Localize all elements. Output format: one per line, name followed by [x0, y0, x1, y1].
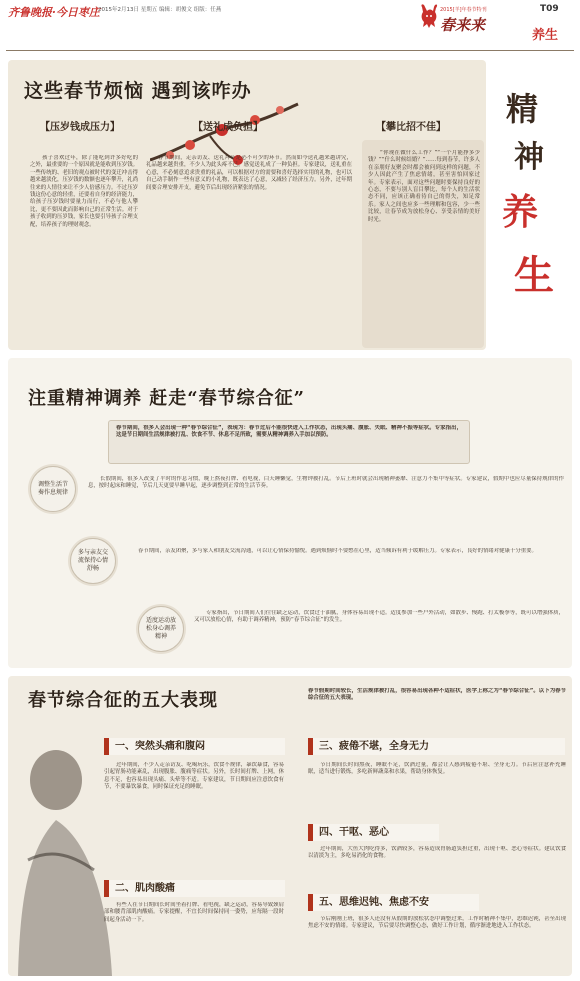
paper-name: 齐鲁晚报·今日枣庄	[8, 6, 100, 19]
col1-label: 【压岁钱成压力】	[40, 122, 120, 133]
col2-label: 【送礼成负担】	[193, 122, 263, 133]
tip2-circle-text: 多与亲友交流保持心情舒畅	[77, 549, 108, 572]
goat-logo-icon	[418, 3, 440, 29]
middle-intro-text: 春节期间，很多人会出现一种“春节综合征”，表现为：春节过后不能很快进入工作状态，出现头痛、腹胀、失眠、精神不振等症状。专家指出，这是节日期间生活规律被打乱、饮食不节、休息不足所致，需要从精神调养入手加以预防。	[116, 425, 462, 439]
top-headline: 这些春节烦恼 遇到该咋办	[24, 80, 252, 102]
symptom4-text: 过年期间，大鱼大肉吃得多，饮酒较多，容易造成胃肠道负担过重，出现干呕、恶心等症状。建议饮食以清淡为主，多吃易消化的食物。	[308, 846, 566, 860]
special-label: 2015[羊]年春节特刊	[440, 7, 487, 13]
special-title: 春来来	[440, 16, 486, 34]
symptom5-heading: 五、思维迟钝、焦虑不安	[308, 894, 479, 911]
symptom5-text: 节后刚刚上班，很多人还没有从假期的放松状态中调整过来，工作时精神不集中，思维迟钝，甚至出现焦虑不安的情绪。专家建议，节后要尽快调整心态，做好工作计划，循序渐进地进入工作状态。	[308, 916, 566, 930]
col1-text: 孩子喜欢过年，除了能吃到许多好吃的之外，最重要的一个原因就是能收到压岁钱。一些传统的、老旧的观点被时代的变迁冲击得越来越淡化，压岁钱的数额也逐年攀升，礼尚往来的人情往来让不少人倍感压力。不过压岁钱这份心意的轻重，还要看自身的经济能力，给孩子压岁钱时要量力而行，不必与他人攀比，更不要因此而影响自己的正常生活。对于孩子收到的压岁钱，家长也要引导孩子合理支配，培养孩子的理财观念。	[30, 155, 138, 228]
vertical-title-char-4: 生	[514, 252, 554, 299]
tip1-text: 长假期间，很多人改变了平时的作息习惯，晚上熬夜打牌、看电视，白天睡懒觉，生物钟被打乱。节后上班时就会出现精神萎靡、注意力不集中等症状。专家建议，假期中也应尽量保持规律的作息，按时起床和睡觉，节后几天更要早睡早起，逐步调整到正常的生活节奏。	[88, 476, 564, 490]
middle-headline: 注重精神调养 赶走“春节综合征”	[28, 388, 305, 409]
col3-label: 【攀比招不佳】	[376, 122, 446, 133]
vertical-title	[500, 84, 570, 324]
symptom4-heading: 四、干呕、恶心	[308, 824, 439, 841]
tip3-circle	[138, 606, 184, 652]
tip1-circle	[30, 466, 76, 512]
symptom1-text: 过年期间，不少人走亲访友、吃喝玩乐，饮食不规律，暴饮暴食，容易引起胃肠功能紊乱，出现腹胀、腹痛等症状。另外，长时间打牌、上网，休息不足，也容易出现头痛、头晕等不适。专家建议，节日期间应注意饮食有节，不要暴饮暴食，同时保证充足的睡眠。	[104, 762, 284, 791]
ink-portrait-illustration	[8, 700, 118, 976]
vertical-title-char-2: 神	[514, 140, 544, 175]
page-number: T09	[540, 4, 559, 14]
col3-text: “你现在做什么工作？”“一个月能挣多少钱？”“什么时候结婚？”……每到春节，许多人在亲朋好友聚会时都会被问到这样的问题，不少人因此产生了焦虑情绪，甚至害怕回家过年。专家表示，面对这些问题时要保持良好的心态，不要与别人盲目攀比，每个人的生活状态不同，应该正确看待自己的得失，知足常乐。家人之间也应多一些理解和包容，少一些比较，让春节成为放松身心、享受亲情的美好时光。	[368, 150, 480, 223]
symptom2-heading: 二、肌肉酸痛	[104, 880, 285, 897]
section-name: 养生	[532, 28, 559, 43]
bottom-intro-text: 春节假期时间较长，生活规律被打乱，很容易出现各种不适症状，医学上称之为“春节综合征”。以下为春节综合征的五大表现。	[308, 688, 566, 702]
date-line: 2015年2月13日 星期五 编辑：胡俊文 组版：任燕	[98, 7, 222, 13]
vertical-title-char-3: 养	[502, 191, 539, 233]
tip3-circle-text: 适度运动放松身心调养精神	[145, 617, 176, 640]
tip2-text: 春节期间，亲友团聚，多与家人和朋友交流沟通，可以让心情保持愉悦。遇到烦恼时不要憋在心里，适当倾诉有利于缓解压力。专家表示，良好的情绪对健康十分重要。	[138, 548, 537, 554]
symptom3-text: 节日期间长时间熬夜，睡眠不足，饮酒过量，都会让人感到疲倦不堪、全身无力。节后应注意补充睡眠，适当进行锻炼，多吃新鲜蔬菜和水果，帮助身体恢复。	[308, 762, 566, 776]
symptom1-heading: 一、突然头痛和腹闷	[104, 738, 285, 755]
vertical-title-char-1: 精	[506, 90, 539, 128]
symptom2-text: 有些人在节日期间长时间坐着打牌、看电视，缺乏运动，容易导致颈肩部和腰背部肌肉酸痛。专家提醒，不宜长时间保持同一姿势，应每隔一段时间起身活动一下。	[104, 902, 284, 923]
tip3-text: 专家指出，节日期间人们往往缺乏运动，饮食过于油腻，身体容易出现不适。适度参加一些户外活动，如散步、慢跑、打太极拳等，既可以增强体质，又可以放松心情，有助于调养精神，预防“春节综合征”的发生。	[194, 610, 564, 624]
tip2-circle	[70, 538, 116, 584]
masthead-divider	[6, 50, 574, 51]
tip1-circle-text: 调整生活节奏作息规律	[37, 481, 68, 496]
bottom-headline: 春节综合征的五大表现	[28, 690, 218, 711]
col2-text: 春节期间，走亲访友、送礼拜年是必不可少的环节。然而如今送礼越来越讲究，礼品越来越贵重，不少人为此头疼不已，感觉送礼成了一种负担。专家建议，送礼重在心意，不必刻意追求贵重的礼品，可以根据对方的需要和喜好选择实用的礼物，也可以自己动手制作一些有意义的小礼物，既表达了心意，又减轻了经济压力。另外，过年期间要合理安排开支，避免节后出现经济紧张的情况。	[146, 155, 352, 191]
masthead	[0, 0, 580, 56]
symptom3-heading: 三、疲倦不堪，全身无力	[308, 738, 565, 755]
